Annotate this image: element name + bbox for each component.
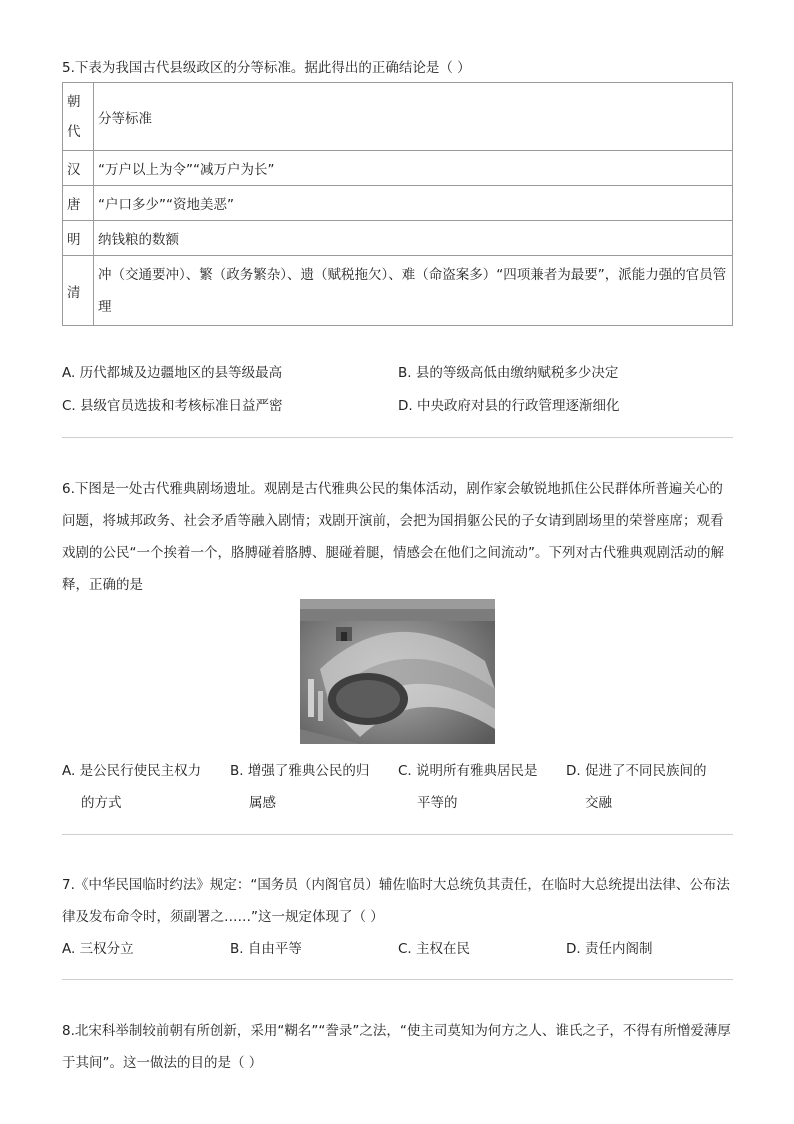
table-row	[63, 151, 733, 186]
q6-option-c-line2: 平等的	[417, 795, 458, 811]
q6-option-b-line2: 属感	[249, 795, 276, 811]
table-header-row	[63, 83, 733, 151]
q7-option-b[interactable]: B. 自由平等	[230, 941, 302, 957]
q5-option-a[interactable]: A. 历代都城及边疆地区的县等级最高	[62, 365, 283, 381]
q7-option-a[interactable]: A. 三权分立	[62, 941, 134, 957]
q6-option-d-line2: 交融	[585, 795, 612, 811]
table-cell-standard: “户口多少”“资地美恶”	[94, 186, 733, 221]
table-cell-dynasty: 汉	[63, 151, 94, 186]
question-7	[62, 869, 734, 933]
q6-option-b[interactable]	[230, 755, 380, 819]
table-header-dynasty: 朝代	[63, 83, 94, 151]
grading-table	[62, 82, 733, 326]
q6-option-c-line1: C. 说明所有雅典居民是	[398, 763, 538, 779]
q5-option-c[interactable]: C. 县级官员选拔和考核标准日益严密	[62, 398, 283, 414]
q6-option-a[interactable]	[62, 755, 212, 819]
q7-option-c[interactable]: C. 主权在民	[398, 941, 471, 957]
table-row	[63, 186, 733, 221]
divider	[62, 437, 733, 438]
question-5	[62, 52, 734, 84]
q6-option-d[interactable]	[566, 755, 716, 819]
q6-option-b-line1: B. 增强了雅典公民的归	[230, 763, 370, 779]
table-row	[63, 221, 733, 256]
table-cell-standard: 冲（交通要冲）、繁（政务繁杂）、遗（赋税拖欠）、难（命盗案多）“四项兼者为最要”，派能力强的官员管理	[94, 256, 733, 326]
table-header-standard: 分等标准	[94, 83, 733, 151]
theater-ruins-illustration	[300, 599, 495, 744]
q6-option-d-line1: D. 促进了不同民族间的	[566, 763, 707, 779]
question-7-stem: 7.《中华民国临时约法》规定：“国务员（内阁官员）辅佐临时大总统负其责任，在临时大总统提出法律、公布法律及发布命令时，须副署之……”这一规定体现了（ ）	[62, 877, 730, 925]
question-8	[62, 1015, 734, 1079]
table-cell-dynasty: 明	[63, 221, 94, 256]
question-6	[62, 473, 734, 601]
table-cell-dynasty: 唐	[63, 186, 94, 221]
table-cell-dynasty: 清	[63, 256, 94, 326]
theater-ruins-image	[300, 599, 495, 744]
question-5-stem: 5.下表为我国古代县级政区的分等标准。据此得出的正确结论是（ ）	[62, 60, 471, 76]
question-8-stem: 8.北宋科举制较前朝有所创新，采用“糊名”“誊录”之法，“使主司莫知为何方之人、谁氏之子，不得有所憎爱薄厚于其间”。这一做法的目的是（ ）	[62, 1023, 731, 1071]
q5-option-b[interactable]: B. 县的等级高低由缴纳赋税多少决定	[398, 365, 619, 381]
table-cell-standard: “万户以上为令”“减万户为长”	[94, 151, 733, 186]
q6-option-a-line2: 的方式	[81, 795, 122, 811]
table-row	[63, 256, 733, 326]
divider	[62, 834, 733, 835]
divider	[62, 979, 733, 980]
q5-option-d[interactable]: D. 中央政府对县的行政管理逐渐细化	[398, 398, 620, 414]
table-cell-standard: 纳钱粮的数额	[94, 221, 733, 256]
q7-option-d[interactable]: D. 责任内阁制	[566, 941, 653, 957]
q6-option-c[interactable]	[398, 755, 548, 819]
q6-option-a-line1: A. 是公民行使民主权力	[62, 763, 202, 779]
question-6-stem: 6.下图是一处古代雅典剧场遗址。观剧是古代雅典公民的集体活动，剧作家会敏锐地抓住公民群体所普遍关心的问题，将城邦政务、社会矛盾等融入剧情；戏剧开演前，会把为国捐躯公民的子女请到剧场里的荣誉座席；观看戏剧的公民“一个挨着一个，胳膊碰着胳膊、腿碰着腿，情感会在他们之间流动”。下列对古代雅典观剧活动的解释，正确的是	[62, 481, 724, 593]
